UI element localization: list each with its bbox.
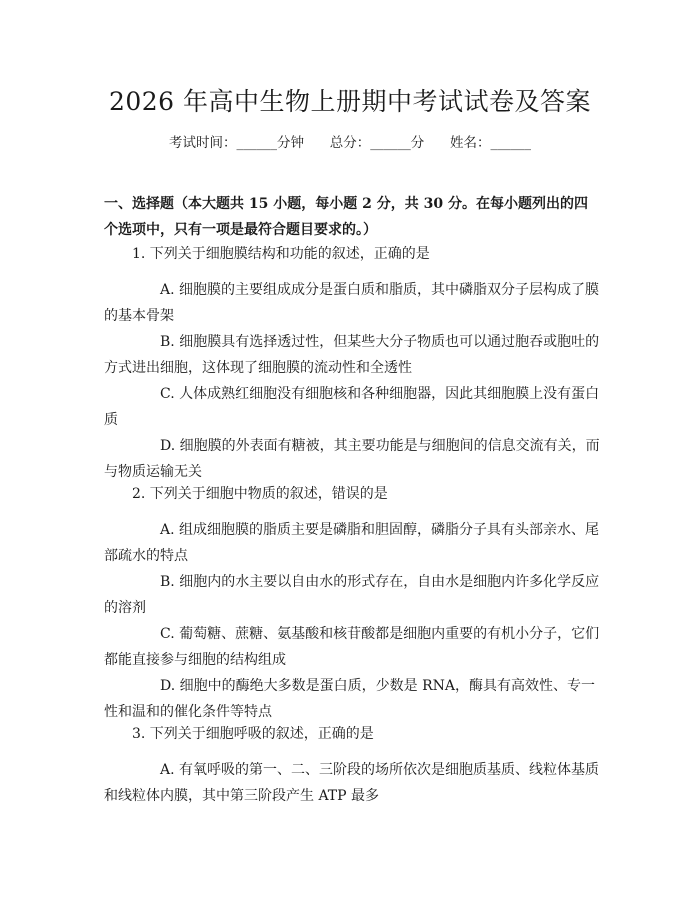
exam-meta	[0, 131, 700, 151]
total-score-field: 总分：______分	[329, 135, 425, 151]
question-option: A. 组成细胞膜的脂质主要是磷脂和胆固醇，磷脂分子具有头部亲水、尾部疏水的特点	[104, 522, 600, 564]
section-heading: 一、选择题（本大题共 15 小题，每小题 2 分，共 30 分。在每小题列出的四个选项中，只有一项是最符合题目要求的。）	[104, 196, 588, 238]
page-title: 2026 年高中生物上册期中考试试卷及答案	[108, 87, 592, 116]
student-name-field: 姓名：______	[450, 135, 531, 151]
question-stem: 2. 下列关于细胞中物质的叙述，错误的是	[132, 486, 388, 502]
question-stem: 1. 下列关于细胞膜结构和功能的叙述，正确的是	[132, 246, 430, 262]
question-option: D. 细胞中的酶绝大多数是蛋白质，少数是 RNA，酶具有高效性、专一性和温和的催化条件等特点	[104, 678, 595, 720]
question-option: B. 细胞内的水主要以自由水的形式存在，自由水是细胞内许多化学反应的溶剂	[104, 574, 600, 616]
question-option: C. 葡萄糖、蔗糖、氨基酸和核苷酸都是细胞内重要的有机小分子，它们都能直接参与细胞的结构组成	[104, 626, 600, 668]
question-option: C. 人体成熟红细胞没有细胞核和各种细胞器，因此其细胞膜上没有蛋白质	[104, 386, 600, 428]
question-option: B. 细胞膜具有选择透过性，但某些大分子物质也可以通过胞吞或胞吐的方式进出细胞，这体现了细胞膜的流动性和全透性	[104, 334, 600, 376]
exam-time-field: 考试时间：______分钟	[169, 135, 304, 151]
question-option: A. 细胞膜的主要组成成分是蛋白质和脂质，其中磷脂双分子层构成了膜的基本骨架	[104, 282, 600, 324]
question-option: A. 有氧呼吸的第一、二、三阶段的场所依次是细胞质基质、线粒体基质和线粒体内膜，其中第三阶段产生 ATP 最多	[104, 762, 600, 804]
question-stem: 3. 下列关于细胞呼吸的叙述，正确的是	[132, 726, 374, 742]
question-option: D. 细胞膜的外表面有糖被，其主要功能是与细胞间的信息交流有关，而与物质运输无关	[104, 438, 600, 480]
